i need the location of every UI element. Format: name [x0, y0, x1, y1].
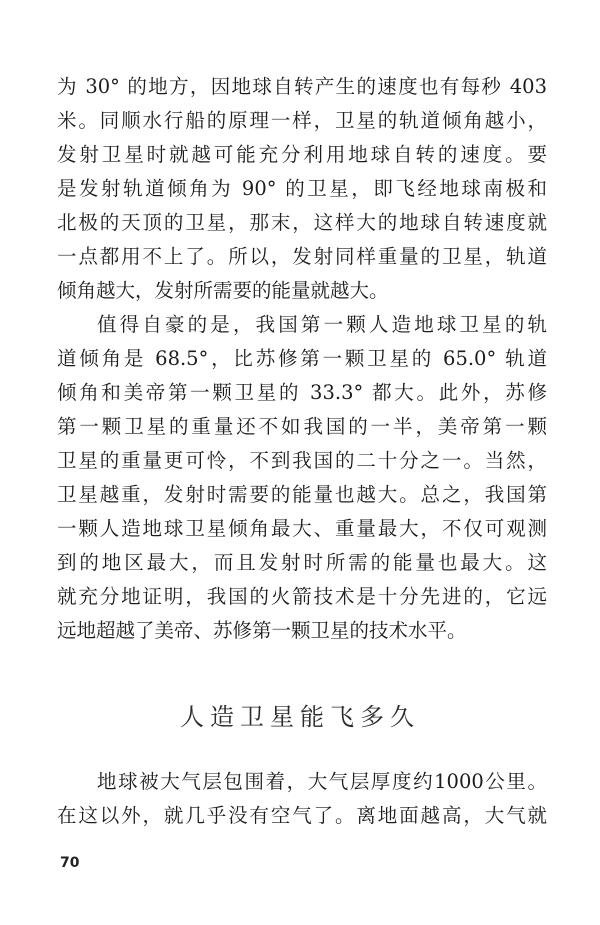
- text-line: 道倾角是 68.5°，比苏修第一颗卫星的 65.0° 轨道: [57, 347, 547, 370]
- page-number: 70: [60, 855, 80, 871]
- text-line: 值得自豪的是，我国第一颗人造地球卫星的轨: [97, 313, 547, 336]
- text-line: 远地超越了美帝、苏修第一颗卫星的技术水平。: [57, 619, 467, 642]
- text-line: 倾角越大，发射所需要的能量就越大。: [57, 279, 389, 302]
- text-line: 米。同顺水行船的原理一样，卫星的轨道倾角越小，: [57, 109, 547, 132]
- text-line: 在这以外，就几乎没有空气了。离地面越高，大气就: [57, 804, 547, 827]
- text-line: 第一颗卫星的重量还不如我国的一半，美帝第一颗: [57, 415, 547, 438]
- body-text: [57, 70, 547, 648]
- text-line: 倾角和美帝第一颗卫星的 33.3° 都大。此外，苏修: [57, 381, 547, 404]
- text-line: 就充分地证明，我国的火箭技术是十分先进的，它远: [57, 585, 547, 608]
- text-line: 是发射轨道倾角为 90° 的卫星，即飞经地球南极和: [57, 177, 547, 200]
- text-line: 卫星越重，发射时需要的能量也越大。总之，我国第: [57, 483, 547, 506]
- text-line: 地球被大气层包围着，大气层厚度约1000公里。: [97, 770, 547, 793]
- text-line: 一颗人造地球卫星倾角最大、重量最大，不仅可观测: [57, 517, 547, 540]
- text-line: 发射卫星时就越可能充分利用地球自转的速度。要: [57, 143, 547, 166]
- text-line: 北极的天顶的卫星，那末，这样大的地球自转速度就: [57, 211, 547, 234]
- text-line: 到的地区最大，而且发射时所需的能量也最大。这: [57, 551, 547, 574]
- paragraph-2: [57, 308, 547, 648]
- section-heading: 人造卫星能飞多久: [180, 703, 420, 731]
- text-line: 一点都用不上了。所以，发射同样重量的卫星，轨道: [57, 245, 547, 268]
- paragraph-1: [57, 70, 547, 308]
- section-paragraph: [57, 765, 547, 833]
- text-line: 卫星的重量更可怜，不到我国的二十分之一。当然，: [57, 449, 547, 472]
- text-line: 为 30° 的地方，因地球自转产生的速度也有每秒 403: [57, 75, 547, 98]
